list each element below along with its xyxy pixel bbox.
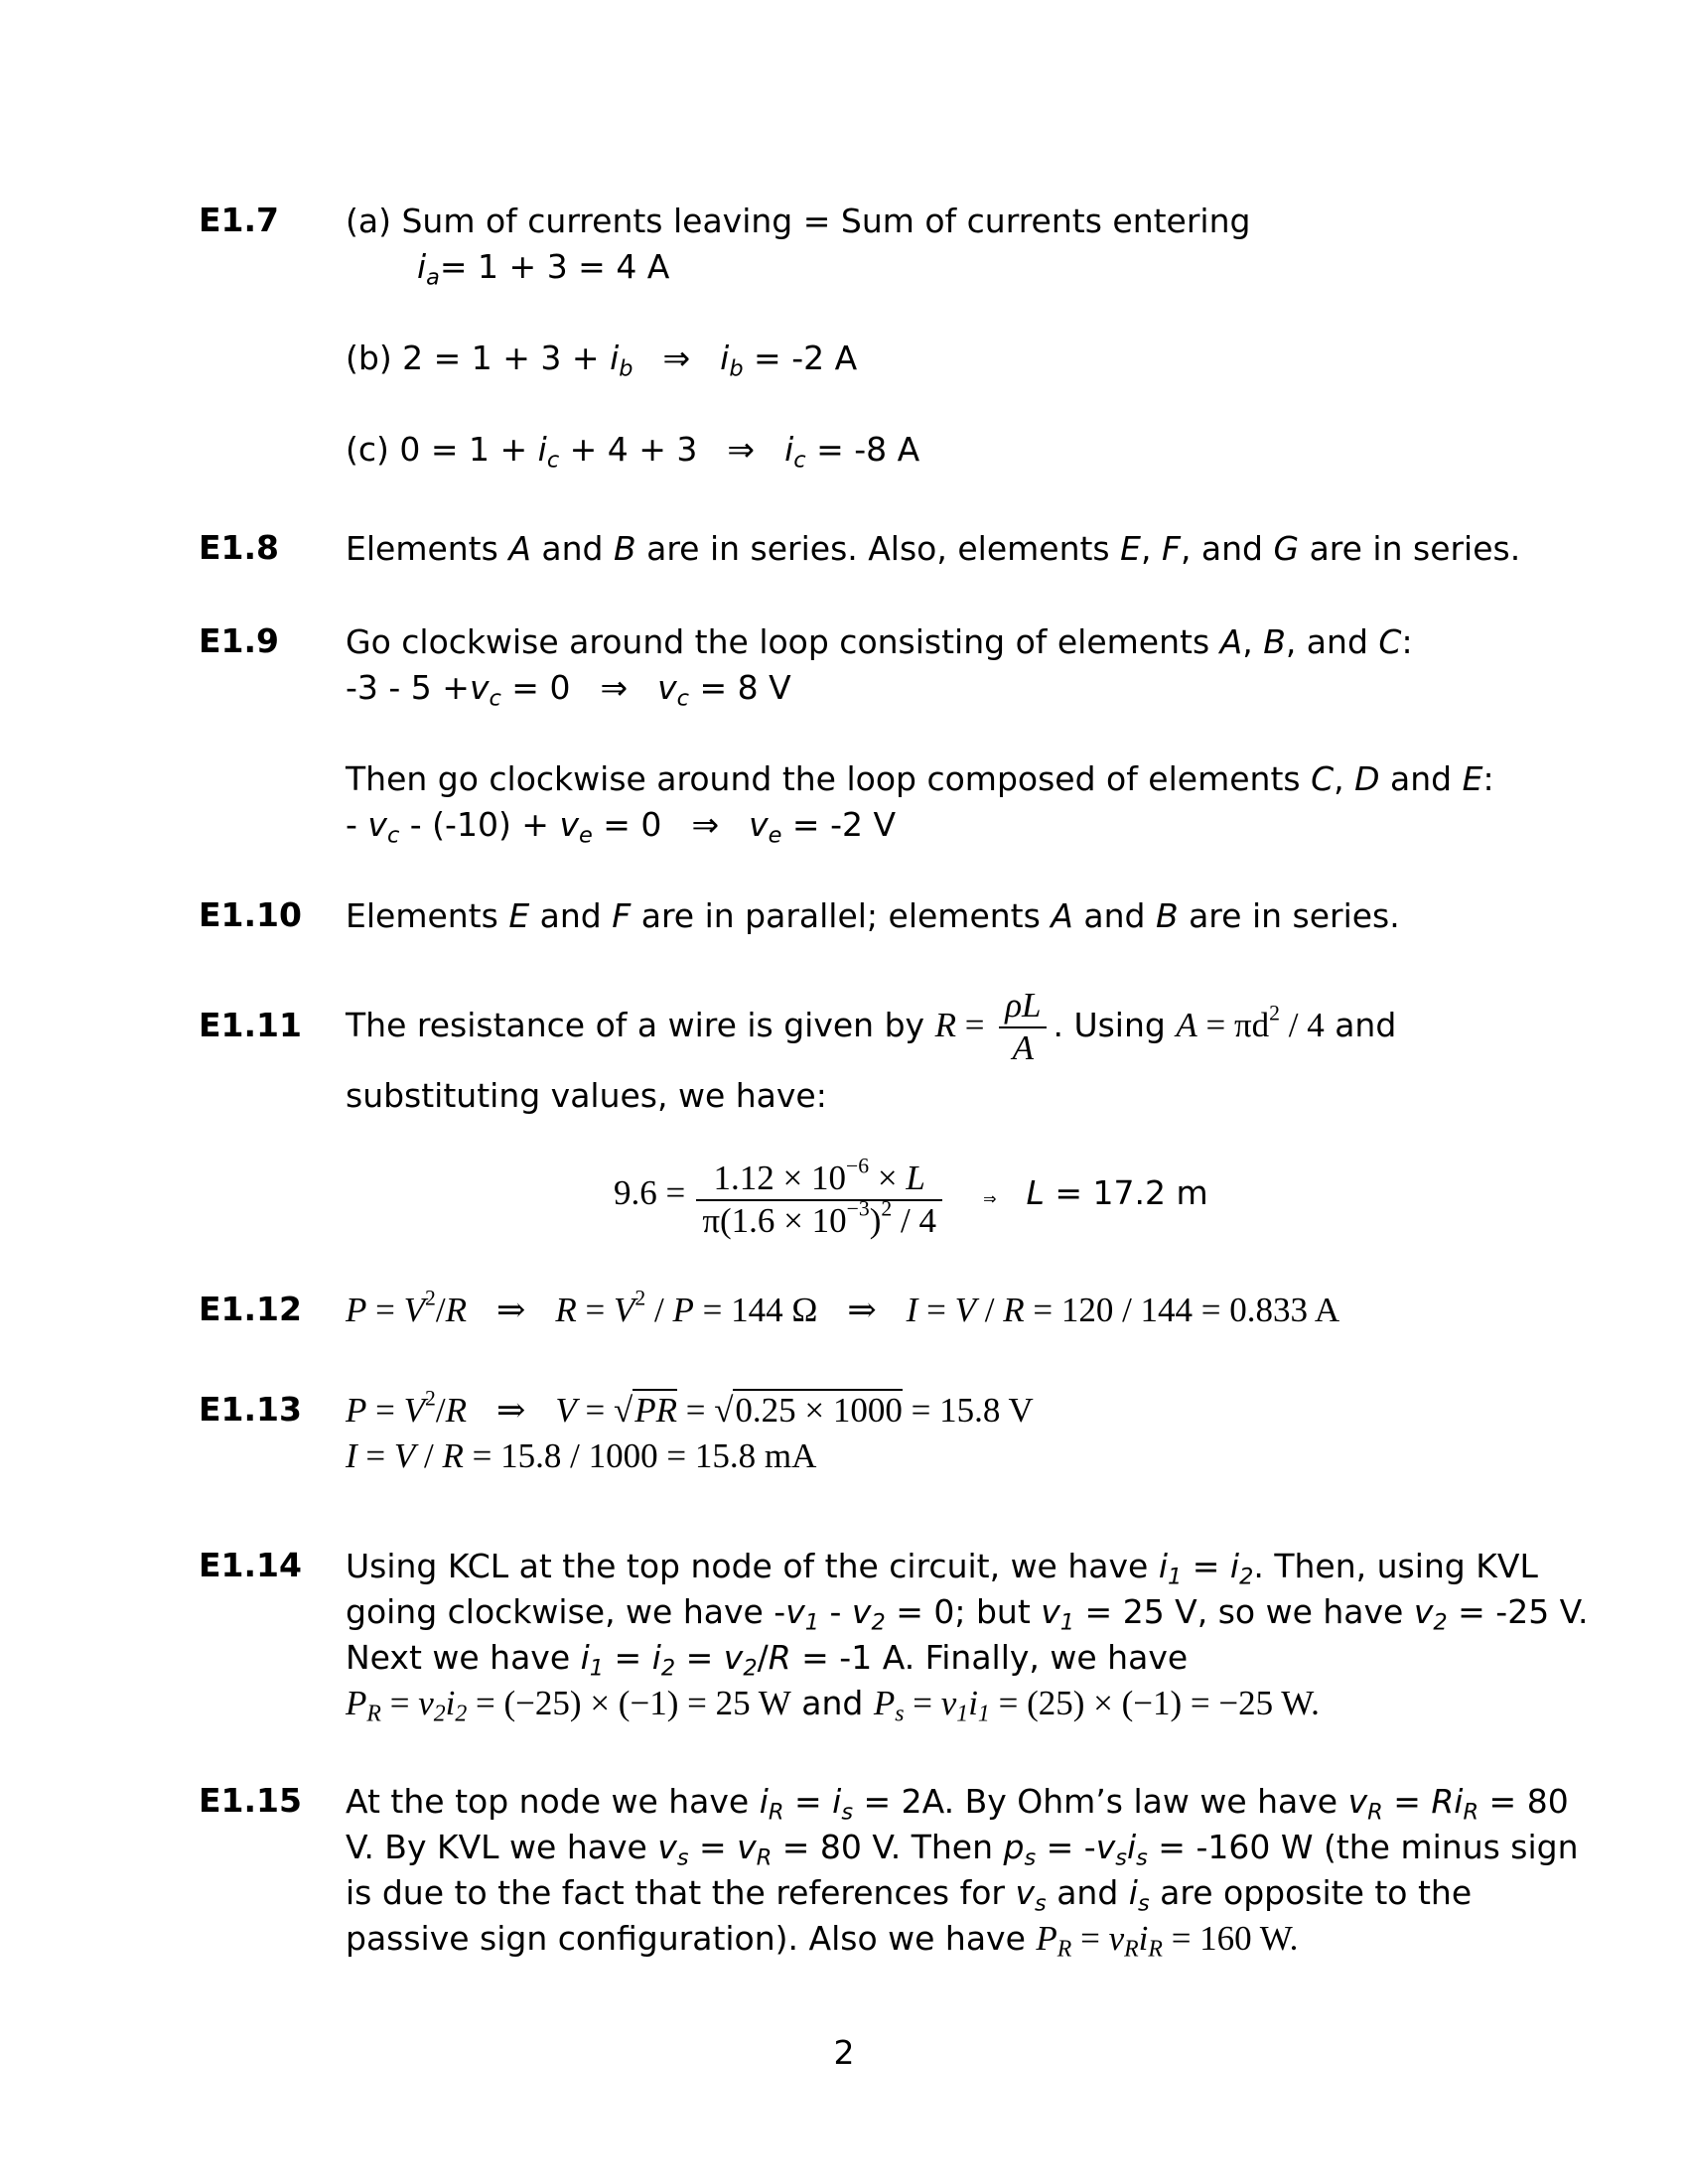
e1-9-line-2: $-3 - 5 +v_c = 0$ ⇒ $v_c = 8$ V: [346, 668, 791, 712]
e1-15-line-2: V. By KVL we have $v_s = v_R = 80$ V. Then $p_s = -v_si_s = -160$ W (the minus sign: [346, 1828, 1579, 1871]
implies-icon: ⇒: [662, 339, 691, 377]
problem-body: [346, 1779, 1579, 1963]
problem-label: E1.9: [199, 621, 280, 660]
problem-body: [346, 978, 1497, 1119]
e1-11-equation: 9.6 = $\frac{1.12 \times 10^{-6} \times L}{\pi(1.6 \times 10^{-3})^2 / 4}$ ⇒ L = 17.2 m: [614, 1154, 1208, 1240]
e1-7-part-c: (c) $0 = 1 + i_c + 4 + 3$ ⇒ $i_c = -8$ A: [346, 430, 920, 474]
e1-9-line-4: - $v_c - (-10) + v_e = 0$ ⇒ $v_e = -2$ V: [346, 805, 897, 849]
problem-body: [346, 1544, 1589, 1727]
sqrt-icon: √: [714, 1391, 734, 1430]
area-formula: = $\pi d^2 / 4$: [1196, 1001, 1325, 1044]
e1-9-line-3: Then go clockwise around the loop composed of elements C, D and E:: [346, 759, 1494, 798]
problem-body: [346, 619, 1497, 848]
e1-15-line-4: passive sign configuration). Also we have $P_R = v_Ri_R = 160$ W.: [346, 1919, 1299, 1963]
problem-label: E1.13: [199, 1390, 302, 1429]
page-number: 2: [833, 2033, 855, 2072]
e1-14-line-4: $P_R = v_2i_2 = (-25) \times (-1) = 25$ W and $P_s = v_1i_1 = (25) \times (-1) = -25$ W.: [346, 1684, 1320, 1727]
e1-9-line-1: Go clockwise around the loop consisting of elements A, B, and C:: [346, 622, 1413, 661]
e1-7-part-b: (b) $2 = 1 + 3 + i_b$ ⇒ $i_b = -2$ A: [346, 339, 858, 382]
e1-15-line-3: is due to the fact that the references for $v_s$ and $i_s$ are opposite to the: [346, 1873, 1473, 1917]
problem-label: E1.10: [199, 895, 302, 934]
problem-label: E1.15: [199, 1781, 302, 1820]
problem-body: [346, 1388, 1497, 1479]
problem-label: E1.12: [199, 1290, 302, 1328]
problem-label: E1.7: [199, 201, 280, 239]
e1-14-line-1: Using KCL at the top node of the circuit, we have $i_1 = i_2$. Then, using KVL: [346, 1547, 1538, 1590]
sqrt-icon: √: [613, 1391, 633, 1430]
problem-body: [346, 199, 1497, 473]
problem-body: [346, 526, 1521, 572]
e1-15-line-1: At the top node we have $i_R = i_s = 2A$. By Ohm’s law we have $v_R = Ri_R = 80$: [346, 1782, 1569, 1826]
e1-14-line-3: Next we have $i_1 = i_2 = v_2/R = -1$ A. Finally, we have: [346, 1638, 1189, 1682]
implies-icon: ⇒: [691, 805, 720, 844]
implies-icon: ⇒: [600, 668, 629, 707]
length-fraction: $\frac{1.12 \times 10^{-6} \times L}{\pi(1.6 \times 10^{-3})^2 / 4}$: [696, 1159, 942, 1241]
resistance-fraction: $\frac{\rho L}{A}$: [999, 986, 1047, 1068]
e1-11-line-1: The resistance of a wire is given by R = $\frac{\rho L}{A}$ . Using $A = \pi d^2 / 4$ and: [346, 986, 1397, 1067]
e1-12-equation: $P = V^2/R$ ⇒ $R = V^2 / P = 144$ Ω ⇒ I = V / R = 120 / 144 = 0.833 A: [346, 1286, 1340, 1329]
e1-8-text: Elements A and B are in series. Also, elements E, F, and G are in series.: [346, 529, 1521, 568]
e1-11-line-2: substituting values, we have:: [346, 1076, 827, 1115]
e1-14-line-2: going clockwise, we have $-v_1 - v_2 = 0$; but $v_1 = 25$ V, so we have $v_2 = -25$ V.: [346, 1592, 1589, 1636]
implies-icon: ⇒: [847, 1291, 877, 1329]
e1-10-text: Elements E and F are in parallel; elements A and B are in series.: [346, 896, 1400, 935]
problem-body: [346, 893, 1497, 939]
e1-13-line-2: I = V / R = 15.8 / 1000 = 15.8 mA: [346, 1436, 817, 1475]
problem-label: E1.11: [199, 1006, 302, 1044]
implies-icon: ⇒: [496, 1391, 526, 1430]
e1-7-part-a-text: (a) Sum of currents leaving = Sum of currents entering: [346, 202, 1251, 240]
implies-icon: ⇒: [983, 1189, 997, 1208]
problem-body: [346, 1288, 1497, 1333]
e1-7-part-a-result: $i_a= 1 + 3 = 4$ A: [417, 247, 670, 291]
problem-label: E1.14: [199, 1546, 302, 1584]
e1-13-line-1: $P = V^2/R$ ⇒ V = √PR = √0.25 × 1000 = 15.8 V: [346, 1386, 1034, 1430]
problem-label: E1.8: [199, 528, 280, 567]
implies-icon: ⇒: [496, 1291, 526, 1329]
implies-icon: ⇒: [727, 430, 756, 469]
